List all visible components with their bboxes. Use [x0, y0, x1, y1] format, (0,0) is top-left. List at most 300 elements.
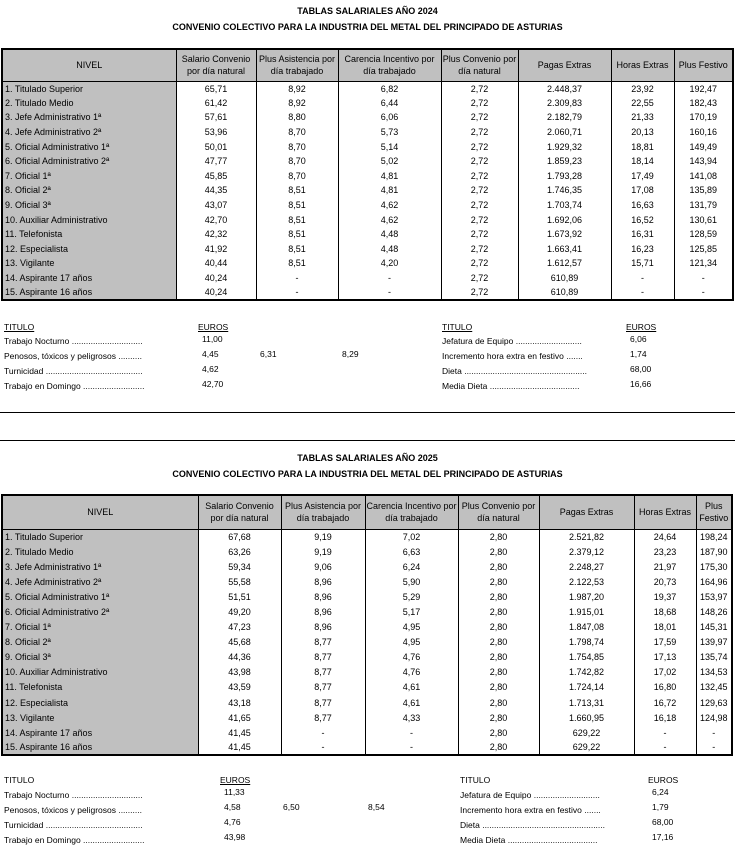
- nivel-cell: 10. Auxiliar Administrativo: [2, 212, 176, 227]
- table-row: [2, 650, 732, 665]
- value-cell: 8,51: [256, 198, 338, 213]
- table-row: [2, 227, 733, 242]
- column-header: Salario Convenio por día natural: [198, 495, 281, 529]
- value-cell: 65,71: [176, 81, 256, 96]
- value-cell: 8,51: [256, 212, 338, 227]
- title-2025: TABLAS SALARIALES AÑO 2025: [297, 453, 438, 463]
- value-cell: -: [365, 740, 458, 755]
- value-cell: -: [674, 271, 733, 286]
- value-cell: 2,72: [441, 154, 518, 169]
- value-cell: 44,36: [198, 650, 281, 665]
- value-cell: 2,72: [441, 285, 518, 300]
- value-cell: 8,70: [256, 154, 338, 169]
- value-cell: 1.612,57: [518, 256, 611, 271]
- value-cell: 7,02: [365, 529, 458, 544]
- value-cell: 53,96: [176, 125, 256, 140]
- concept-label: Trabajo Nocturno ..............................: [4, 790, 143, 800]
- value-cell: 2,80: [458, 665, 539, 680]
- salary-table-2025: [1, 494, 733, 756]
- euros-header: EUROS: [198, 322, 229, 332]
- table-row: [2, 125, 733, 140]
- column-header: Plus Asistencia por día trabajado: [281, 495, 365, 529]
- value-cell: 8,70: [256, 169, 338, 184]
- value-cell: 610,89: [518, 271, 611, 286]
- nivel-cell: 6. Oficial Administrativo 2ª: [2, 154, 176, 169]
- value-cell: 8,70: [256, 125, 338, 140]
- value-cell: 61,42: [176, 96, 256, 111]
- value-cell: -: [365, 725, 458, 740]
- value-cell: 20,13: [611, 125, 674, 140]
- nivel-cell: 3. Jefe Administrativo 1ª: [2, 559, 198, 574]
- nivel-cell: 3. Jefe Administrativo 1ª: [2, 110, 176, 125]
- value-cell: 5,14: [338, 139, 441, 154]
- value-cell: 1.915,01: [539, 604, 634, 619]
- value-cell: 2,80: [458, 559, 539, 574]
- value-cell: 2.448,37: [518, 81, 611, 96]
- value-cell: 8,96: [281, 620, 365, 635]
- euros-header: EUROS: [220, 775, 251, 785]
- value-cell: 4,61: [365, 695, 458, 710]
- nivel-cell: 13. Vigilante: [2, 256, 176, 271]
- value-cell: -: [256, 271, 338, 286]
- value-cell: 1.742,82: [539, 665, 634, 680]
- nivel-cell: 9. Oficial 3ª: [2, 650, 198, 665]
- table-row: [2, 559, 732, 574]
- table-row: [2, 665, 732, 680]
- value-cell: 19,37: [634, 589, 696, 604]
- value-cell: 5,02: [338, 154, 441, 169]
- concept-value: 42,70: [202, 379, 224, 389]
- column-header: Plus Convenio por día natural: [441, 49, 518, 81]
- value-cell: 149,49: [674, 139, 733, 154]
- concept-label: Trabajo Nocturno ..............................: [4, 336, 143, 346]
- column-header: Pagas Extras: [539, 495, 634, 529]
- value-cell: 6,82: [338, 81, 441, 96]
- concept-value: 17,16: [652, 832, 674, 842]
- value-cell: 198,24: [696, 529, 732, 544]
- value-cell: 8,77: [281, 635, 365, 650]
- value-cell: 2,72: [441, 183, 518, 198]
- table-row: [2, 139, 733, 154]
- value-cell: 57,61: [176, 110, 256, 125]
- value-cell: 2,72: [441, 169, 518, 184]
- nivel-cell: 1. Titulado Superior: [2, 81, 176, 96]
- value-cell: 2.521,82: [539, 529, 634, 544]
- value-cell: 124,98: [696, 710, 732, 725]
- value-cell: 43,98: [198, 665, 281, 680]
- value-cell: 2,72: [441, 212, 518, 227]
- value-cell: 43,18: [198, 695, 281, 710]
- table-row: [2, 740, 732, 755]
- value-cell: 1.746,35: [518, 183, 611, 198]
- value-cell: 2,80: [458, 604, 539, 619]
- value-cell: 45,85: [176, 169, 256, 184]
- value-cell: 1.703,74: [518, 198, 611, 213]
- table-row: [2, 96, 733, 111]
- concept-label: Trabajo en Domingo ..........................: [4, 381, 145, 391]
- value-cell: 148,26: [696, 604, 732, 619]
- concept-value: 4,58: [224, 802, 241, 812]
- concept-value: 1,79: [652, 802, 669, 812]
- value-cell: 4,62: [338, 212, 441, 227]
- salary-table-2024: [1, 48, 734, 301]
- table-row: [2, 81, 733, 96]
- value-cell: -: [338, 271, 441, 286]
- value-cell: 187,90: [696, 544, 732, 559]
- concept-label: Jefatura de Equipo ............................: [442, 336, 582, 346]
- table-row: [2, 589, 732, 604]
- value-cell: 164,96: [696, 574, 732, 589]
- concept-label: Trabajo en Domingo ..........................: [4, 835, 145, 845]
- value-cell: 21,97: [634, 559, 696, 574]
- value-cell: 5,29: [365, 589, 458, 604]
- value-cell: 2,80: [458, 529, 539, 544]
- nivel-cell: 5. Oficial Administrativo 1ª: [2, 139, 176, 154]
- value-cell: 63,26: [198, 544, 281, 559]
- value-cell: 42,70: [176, 212, 256, 227]
- value-cell: 8,92: [256, 81, 338, 96]
- penosos-value-2: 6,31: [260, 349, 277, 359]
- value-cell: 135,89: [674, 183, 733, 198]
- euros-header: EUROS: [648, 775, 679, 785]
- value-cell: 16,52: [611, 212, 674, 227]
- nivel-cell: 8. Oficial 2ª: [2, 635, 198, 650]
- value-cell: 2,80: [458, 620, 539, 635]
- value-cell: 42,32: [176, 227, 256, 242]
- value-cell: 6,06: [338, 110, 441, 125]
- value-cell: 40,24: [176, 271, 256, 286]
- value-cell: 1.713,31: [539, 695, 634, 710]
- concept-label: Jefatura de Equipo ............................: [460, 790, 600, 800]
- value-cell: 50,01: [176, 139, 256, 154]
- value-cell: 59,34: [198, 559, 281, 574]
- value-cell: 18,14: [611, 154, 674, 169]
- column-header: NIVEL: [2, 49, 176, 81]
- nivel-cell: 2. Titulado Medio: [2, 544, 198, 559]
- value-cell: 2,80: [458, 650, 539, 665]
- value-cell: 1.929,32: [518, 139, 611, 154]
- nivel-cell: 5. Oficial Administrativo 1ª: [2, 589, 198, 604]
- value-cell: 40,44: [176, 256, 256, 271]
- value-cell: 1.859,23: [518, 154, 611, 169]
- value-cell: 8,80: [256, 110, 338, 125]
- titulo-header: TITULO: [460, 775, 491, 785]
- value-cell: 8,77: [281, 665, 365, 680]
- value-cell: 2,80: [458, 574, 539, 589]
- value-cell: 1.673,92: [518, 227, 611, 242]
- concept-label: Media Dieta ......................................: [460, 835, 598, 845]
- value-cell: 134,53: [696, 665, 732, 680]
- value-cell: 43,07: [176, 198, 256, 213]
- column-header: Plus Festivo: [674, 49, 733, 81]
- table-row: [2, 169, 733, 184]
- nivel-cell: 2. Titulado Medio: [2, 96, 176, 111]
- value-cell: 8,92: [256, 96, 338, 111]
- table-row: [2, 544, 732, 559]
- nivel-cell: 13. Vigilante: [2, 710, 198, 725]
- value-cell: 44,35: [176, 183, 256, 198]
- nivel-cell: 7. Oficial 1ª: [2, 169, 176, 184]
- nivel-cell: 11. Telefonista: [2, 680, 198, 695]
- value-cell: 8,51: [256, 242, 338, 257]
- value-cell: 121,34: [674, 256, 733, 271]
- concept-label: Incremento hora extra en festivo .......: [460, 805, 601, 815]
- value-cell: -: [338, 285, 441, 300]
- value-cell: 610,89: [518, 285, 611, 300]
- value-cell: 2,80: [458, 589, 539, 604]
- value-cell: 2,72: [441, 242, 518, 257]
- value-cell: 8,96: [281, 574, 365, 589]
- concept-label: Media Dieta ......................................: [442, 381, 580, 391]
- value-cell: 143,94: [674, 154, 733, 169]
- table-row: [2, 574, 732, 589]
- value-cell: -: [696, 740, 732, 755]
- concept-label: Incremento hora extra en festivo .......: [442, 351, 583, 361]
- value-cell: 2,72: [441, 256, 518, 271]
- table-row: [2, 271, 733, 286]
- value-cell: 192,47: [674, 81, 733, 96]
- penosos-value-3: 8,29: [342, 349, 359, 359]
- concept-value: 68,00: [630, 364, 652, 374]
- value-cell: 4,33: [365, 710, 458, 725]
- value-cell: 4,76: [365, 650, 458, 665]
- value-cell: 8,77: [281, 650, 365, 665]
- value-cell: 130,61: [674, 212, 733, 227]
- value-cell: 23,23: [634, 544, 696, 559]
- column-header: Carencia Incentivo por día trabajado: [365, 495, 458, 529]
- concept-value: 6,24: [652, 787, 669, 797]
- titulo-header: TITULO: [4, 322, 35, 332]
- value-cell: 24,64: [634, 529, 696, 544]
- value-cell: 4,48: [338, 227, 441, 242]
- subtitle-2025: CONVENIO COLECTIVO PARA LA INDUSTRIA DEL METAL DEL PRINCIPADO DE ASTURIAS: [172, 469, 563, 479]
- value-cell: 16,72: [634, 695, 696, 710]
- title-2024: TABLAS SALARIALES AÑO 2024: [297, 6, 438, 16]
- value-cell: 2,72: [441, 198, 518, 213]
- value-cell: -: [611, 285, 674, 300]
- value-cell: 153,97: [696, 589, 732, 604]
- value-cell: 16,80: [634, 680, 696, 695]
- value-cell: 17,02: [634, 665, 696, 680]
- concept-value: 68,00: [652, 817, 674, 827]
- column-header: Plus Festivo: [696, 495, 732, 529]
- value-cell: 2.248,27: [539, 559, 634, 574]
- value-cell: 6,24: [365, 559, 458, 574]
- nivel-cell: 14. Aspirante 17 años: [2, 271, 176, 286]
- column-header: Horas Extras: [611, 49, 674, 81]
- value-cell: 20,73: [634, 574, 696, 589]
- value-cell: 2,80: [458, 725, 539, 740]
- value-cell: 2,80: [458, 635, 539, 650]
- value-cell: 9,06: [281, 559, 365, 574]
- table-row: [2, 110, 733, 125]
- value-cell: -: [634, 740, 696, 755]
- value-cell: 9,19: [281, 529, 365, 544]
- value-cell: 23,92: [611, 81, 674, 96]
- concept-value: 11,33: [224, 787, 245, 797]
- value-cell: 1.660,95: [539, 710, 634, 725]
- column-header: Plus Convenio por día natural: [458, 495, 539, 529]
- value-cell: 2.182,79: [518, 110, 611, 125]
- table-row: [2, 529, 732, 544]
- value-cell: 6,44: [338, 96, 441, 111]
- header-row: [2, 495, 732, 529]
- value-cell: 629,22: [539, 725, 634, 740]
- concept-value: 4,62: [202, 364, 219, 374]
- column-header: Salario Convenio por día natural: [176, 49, 256, 81]
- concept-label: Dieta ....................................................: [442, 366, 588, 376]
- table-row: [2, 212, 733, 227]
- value-cell: 47,77: [176, 154, 256, 169]
- value-cell: 4,95: [365, 620, 458, 635]
- value-cell: 141,08: [674, 169, 733, 184]
- value-cell: 17,59: [634, 635, 696, 650]
- concept-value: 4,76: [224, 817, 241, 827]
- header-row: [2, 49, 733, 81]
- value-cell: 41,45: [198, 740, 281, 755]
- nivel-cell: 4. Jefe Administrativo 2ª: [2, 574, 198, 589]
- value-cell: -: [674, 285, 733, 300]
- value-cell: 4,48: [338, 242, 441, 257]
- nivel-cell: 9. Oficial 3ª: [2, 198, 176, 213]
- value-cell: 55,58: [198, 574, 281, 589]
- value-cell: 9,19: [281, 544, 365, 559]
- value-cell: 45,68: [198, 635, 281, 650]
- value-cell: 8,70: [256, 139, 338, 154]
- value-cell: 128,59: [674, 227, 733, 242]
- value-cell: 22,55: [611, 96, 674, 111]
- value-cell: 5,17: [365, 604, 458, 619]
- column-header: Horas Extras: [634, 495, 696, 529]
- value-cell: 1.724,14: [539, 680, 634, 695]
- nivel-cell: 8. Oficial 2ª: [2, 183, 176, 198]
- value-cell: 2,80: [458, 740, 539, 755]
- concept-label: Turnicidad .........................................: [4, 366, 143, 376]
- table-row: [2, 285, 733, 300]
- divider: [0, 440, 735, 441]
- value-cell: 18,01: [634, 620, 696, 635]
- value-cell: 125,85: [674, 242, 733, 257]
- concept-label: Penosos, tóxicos y peligrosos ..........: [4, 805, 142, 815]
- nivel-cell: 10. Auxiliar Administrativo: [2, 665, 198, 680]
- value-cell: 1.754,85: [539, 650, 634, 665]
- value-cell: 129,63: [696, 695, 732, 710]
- value-cell: 2.309,83: [518, 96, 611, 111]
- table-row: [2, 710, 732, 725]
- value-cell: 16,18: [634, 710, 696, 725]
- value-cell: 49,20: [198, 604, 281, 619]
- value-cell: 8,51: [256, 256, 338, 271]
- value-cell: -: [281, 740, 365, 755]
- table-row: [2, 242, 733, 257]
- value-cell: 21,33: [611, 110, 674, 125]
- value-cell: 18,81: [611, 139, 674, 154]
- column-header: Pagas Extras: [518, 49, 611, 81]
- value-cell: 2,80: [458, 695, 539, 710]
- nivel-cell: 15. Aspirante 16 años: [2, 740, 198, 755]
- value-cell: 4,76: [365, 665, 458, 680]
- table-row: [2, 635, 732, 650]
- value-cell: 5,73: [338, 125, 441, 140]
- value-cell: 1.798,74: [539, 635, 634, 650]
- concept-value: 4,45: [202, 349, 219, 359]
- value-cell: 4,81: [338, 183, 441, 198]
- value-cell: 1.663,41: [518, 242, 611, 257]
- nivel-cell: 12. Especialista: [2, 695, 198, 710]
- value-cell: 2,72: [441, 125, 518, 140]
- value-cell: 1.847,08: [539, 620, 634, 635]
- value-cell: 1.987,20: [539, 589, 634, 604]
- concept-value: 6,06: [630, 334, 647, 344]
- divider: [0, 412, 735, 413]
- value-cell: 2,72: [441, 271, 518, 286]
- penosos-value-3: 8,54: [368, 802, 385, 812]
- value-cell: 17,13: [634, 650, 696, 665]
- value-cell: 51,51: [198, 589, 281, 604]
- table-row: [2, 680, 732, 695]
- value-cell: 67,68: [198, 529, 281, 544]
- value-cell: 8,51: [256, 227, 338, 242]
- value-cell: 41,92: [176, 242, 256, 257]
- value-cell: 8,77: [281, 710, 365, 725]
- value-cell: 5,90: [365, 574, 458, 589]
- column-header: Carencia Incentivo por día trabajado: [338, 49, 441, 81]
- concept-label: Penosos, tóxicos y peligrosos ..........: [4, 351, 142, 361]
- value-cell: 8,96: [281, 604, 365, 619]
- value-cell: -: [281, 725, 365, 740]
- concept-value: 1,74: [630, 349, 647, 359]
- table-row: [2, 154, 733, 169]
- value-cell: 2,80: [458, 544, 539, 559]
- value-cell: -: [696, 725, 732, 740]
- table-row: [2, 198, 733, 213]
- value-cell: 41,65: [198, 710, 281, 725]
- value-cell: 2,80: [458, 680, 539, 695]
- value-cell: 2,80: [458, 710, 539, 725]
- titulo-header: TITULO: [442, 322, 473, 332]
- value-cell: 18,68: [634, 604, 696, 619]
- nivel-cell: 15. Aspirante 16 años: [2, 285, 176, 300]
- value-cell: 170,19: [674, 110, 733, 125]
- value-cell: 1.793,28: [518, 169, 611, 184]
- column-header: Plus Asistencia por día trabajado: [256, 49, 338, 81]
- table-row: [2, 604, 732, 619]
- euros-header: EUROS: [626, 322, 657, 332]
- concept-value: 11,00: [202, 334, 223, 344]
- value-cell: 2,72: [441, 110, 518, 125]
- titulo-header: TITULO: [4, 775, 35, 785]
- table-row: [2, 695, 732, 710]
- nivel-cell: 11. Telefonista: [2, 227, 176, 242]
- penosos-value-2: 6,50: [283, 802, 300, 812]
- table-row: [2, 725, 732, 740]
- value-cell: 15,71: [611, 256, 674, 271]
- nivel-cell: 4. Jefe Administrativo 2ª: [2, 125, 176, 140]
- value-cell: 135,74: [696, 650, 732, 665]
- value-cell: 8,77: [281, 680, 365, 695]
- value-cell: 40,24: [176, 285, 256, 300]
- value-cell: 629,22: [539, 740, 634, 755]
- value-cell: -: [611, 271, 674, 286]
- value-cell: 2,72: [441, 81, 518, 96]
- value-cell: 2,72: [441, 96, 518, 111]
- value-cell: 6,63: [365, 544, 458, 559]
- value-cell: 16,31: [611, 227, 674, 242]
- table-row: [2, 256, 733, 271]
- value-cell: 8,51: [256, 183, 338, 198]
- subtitle-2024: CONVENIO COLECTIVO PARA LA INDUSTRIA DEL METAL DEL PRINCIPADO DE ASTURIAS: [172, 22, 563, 32]
- value-cell: 132,45: [696, 680, 732, 695]
